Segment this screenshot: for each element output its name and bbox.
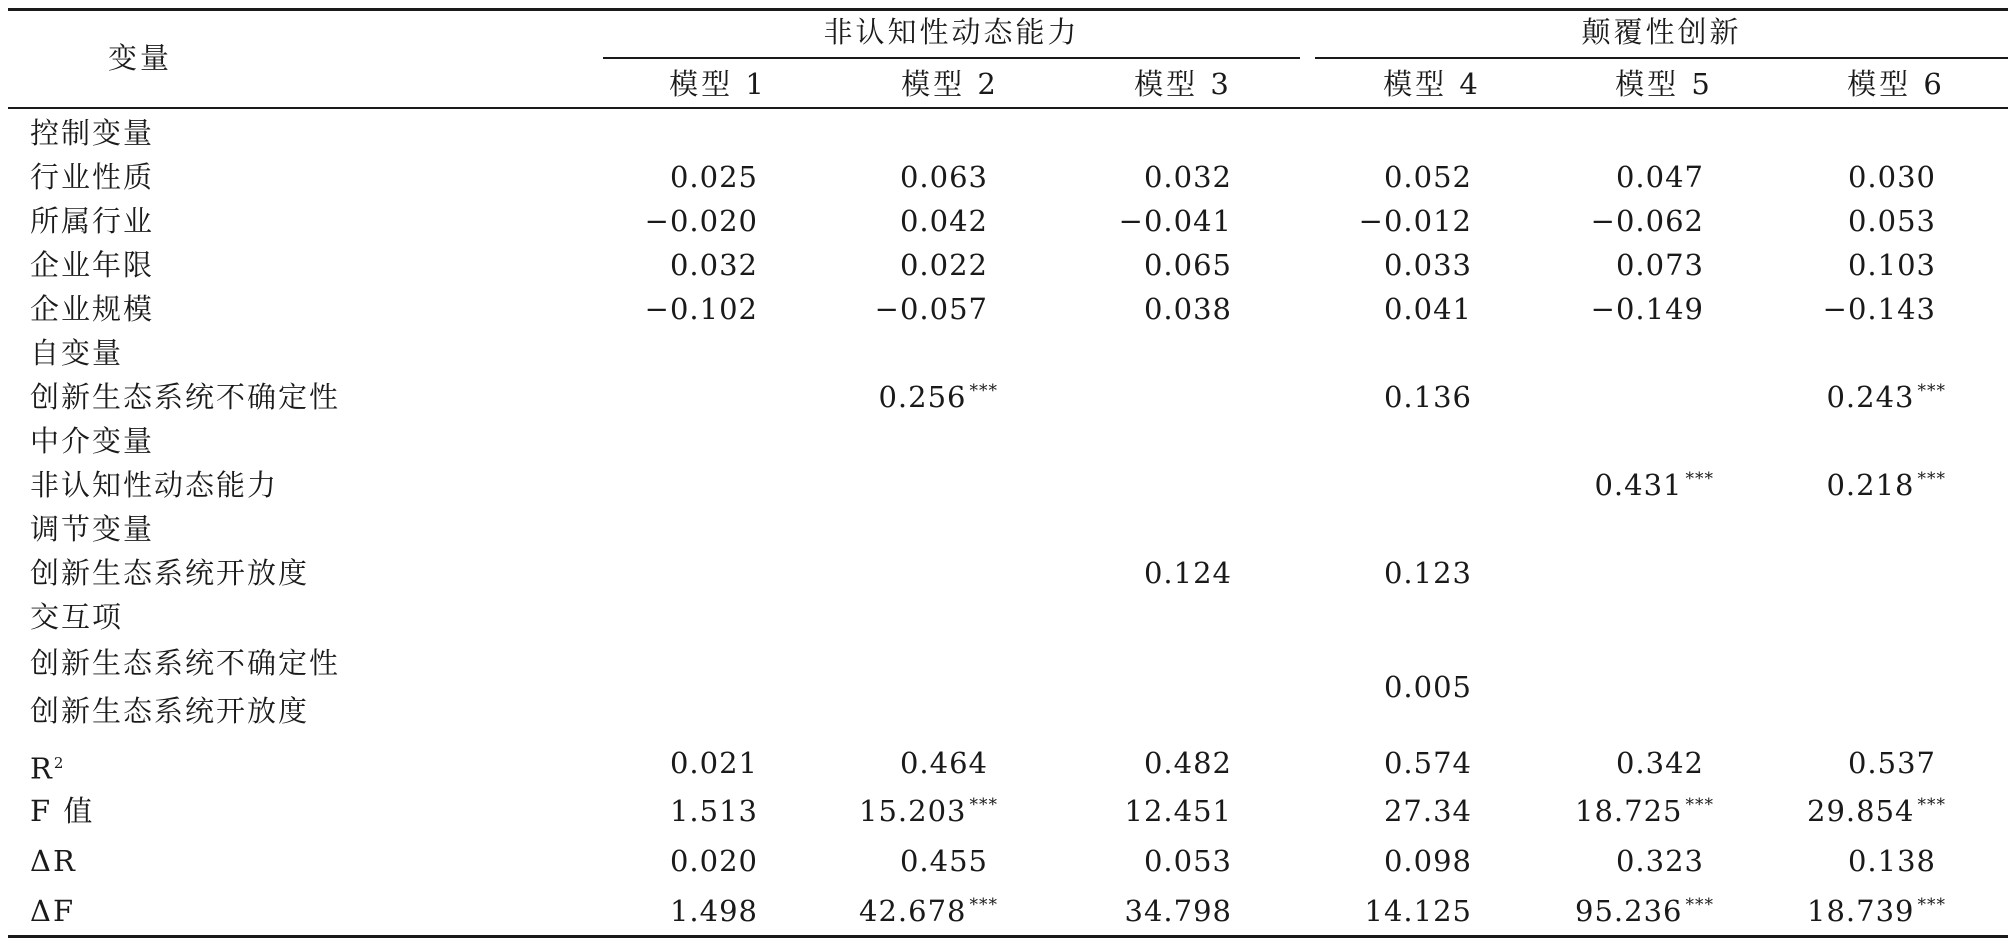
table-cell: 14.125 — [1364, 894, 1472, 928]
row-label: 控制变量 — [30, 116, 155, 150]
table-cell: 18.739 *** — [1807, 894, 1946, 928]
table-cell: 0.124 — [1143, 556, 1232, 590]
group-header-disruptive-innovation: 颠覆性创新 — [1581, 15, 1742, 49]
row-label: 创新生态系统不确定性 — [30, 646, 341, 680]
table-cell: 0.032 — [669, 248, 758, 282]
table-cell: −0.143 — [1822, 292, 1936, 326]
table-cell: 0.482 — [1143, 746, 1232, 780]
table-cell: 0.073 — [1615, 248, 1704, 282]
row-label: 调节变量 — [30, 512, 155, 546]
table-cell: 0.020 — [669, 844, 758, 878]
group1-underline — [603, 57, 1300, 59]
model-header-5: 模型 5 — [1615, 67, 1713, 101]
row-label: 创新生态系统不确定性 — [30, 380, 341, 414]
table-cell: 95.236 *** — [1575, 894, 1714, 928]
table-cell: 42.678 *** — [859, 894, 998, 928]
table-cell: 0.537 — [1847, 746, 1936, 780]
row-label: 交互项 — [30, 600, 124, 634]
significance-mark: *** — [969, 381, 998, 401]
table-cell: 0.323 — [1615, 844, 1704, 878]
row-label: 企业规模 — [30, 292, 155, 326]
row-label: 企业年限 — [30, 248, 155, 282]
table-cell: 0.053 — [1847, 204, 1936, 238]
table-cell: 0.065 — [1143, 248, 1232, 282]
row-label: 非认知性动态能力 — [30, 468, 279, 502]
significance-mark: *** — [1685, 895, 1714, 915]
group-header-dynamic-capability: 非认知性动态能力 — [823, 15, 1080, 49]
model-header-4: 模型 4 — [1383, 67, 1481, 101]
table-cell: 0.138 — [1847, 844, 1936, 878]
significance-mark: *** — [969, 795, 998, 815]
table-cell: 29.854 *** — [1807, 794, 1946, 828]
table-cell: 0.053 — [1143, 844, 1232, 878]
table-cell: 0.136 — [1383, 380, 1472, 414]
table-cell: 0.025 — [669, 160, 758, 194]
row-label: F 值 — [30, 794, 95, 828]
model-header-1: 模型 1 — [669, 67, 767, 101]
variable-header: 变量 — [107, 41, 172, 75]
table-cell: −0.062 — [1590, 204, 1704, 238]
table-cell: 0.342 — [1615, 746, 1704, 780]
table-cell: 0.218 *** — [1826, 468, 1946, 502]
table-cell: −0.057 — [874, 292, 988, 326]
table-cell: 0.256 *** — [878, 380, 998, 414]
table-cell: 0.243 *** — [1826, 380, 1946, 414]
table-cell: 0.063 — [899, 160, 988, 194]
table-cell: 1.498 — [669, 894, 758, 928]
table-cell: 0.098 — [1383, 844, 1472, 878]
significance-mark: *** — [1685, 469, 1714, 489]
model-header-6: 模型 6 — [1847, 67, 1945, 101]
top-rule — [8, 8, 2008, 11]
table-cell: 0.455 — [899, 844, 988, 878]
table-cell: 0.047 — [1615, 160, 1704, 194]
model-header-2: 模型 2 — [901, 67, 999, 101]
table-cell: 0.464 — [899, 746, 988, 780]
significance-mark: *** — [1917, 795, 1946, 815]
model-header-3: 模型 3 — [1134, 67, 1232, 101]
table-cell: 0.030 — [1847, 160, 1936, 194]
row-label: 中介变量 — [30, 424, 155, 458]
table-cell: 0.123 — [1383, 556, 1472, 590]
table-cell: 0.574 — [1383, 746, 1472, 780]
table-cell: 0.041 — [1383, 292, 1472, 326]
row-label: ΔR — [30, 844, 77, 878]
row-label: 行业性质 — [30, 160, 155, 194]
group2-underline — [1315, 57, 2008, 59]
table-cell: −0.020 — [644, 204, 758, 238]
table-cell: −0.102 — [644, 292, 758, 326]
table-cell: 0.022 — [899, 248, 988, 282]
row-label: 创新生态系统开放度 — [30, 694, 310, 728]
row-label: ΔF — [30, 894, 76, 928]
row-label: $R^2$ — [30, 751, 66, 786]
table-cell: 0.103 — [1847, 248, 1936, 282]
row-label: 所属行业 — [30, 204, 155, 238]
row-label: 自变量 — [30, 336, 124, 370]
header-rule — [8, 107, 2008, 109]
table-cell: 0.042 — [899, 204, 988, 238]
table-cell: 27.34 — [1383, 794, 1472, 828]
significance-mark: *** — [1917, 381, 1946, 401]
table-cell: 34.798 — [1124, 894, 1232, 928]
significance-mark: *** — [1917, 895, 1946, 915]
row-label: 创新生态系统开放度 — [30, 556, 310, 590]
table-cell: −0.149 — [1590, 292, 1704, 326]
table-cell: −0.041 — [1118, 204, 1232, 238]
table-cell: 0.033 — [1383, 248, 1472, 282]
table-cell: −0.012 — [1358, 204, 1472, 238]
table-cell: 15.203 *** — [859, 794, 998, 828]
table-cell: 0.032 — [1143, 160, 1232, 194]
bottom-rule — [8, 935, 2008, 938]
table-cell: 0.038 — [1143, 292, 1232, 326]
table-cell: 12.451 — [1124, 794, 1232, 828]
table-cell: 1.513 — [669, 794, 758, 828]
significance-mark: *** — [969, 895, 998, 915]
interaction-term-value: 0.005 — [1383, 670, 1472, 704]
table-cell: 0.021 — [669, 746, 758, 780]
table-cell: 0.052 — [1383, 160, 1472, 194]
table-cell: 18.725 *** — [1575, 794, 1714, 828]
significance-mark: *** — [1685, 795, 1714, 815]
significance-mark: *** — [1917, 469, 1946, 489]
table-cell: 0.431 *** — [1594, 468, 1714, 502]
